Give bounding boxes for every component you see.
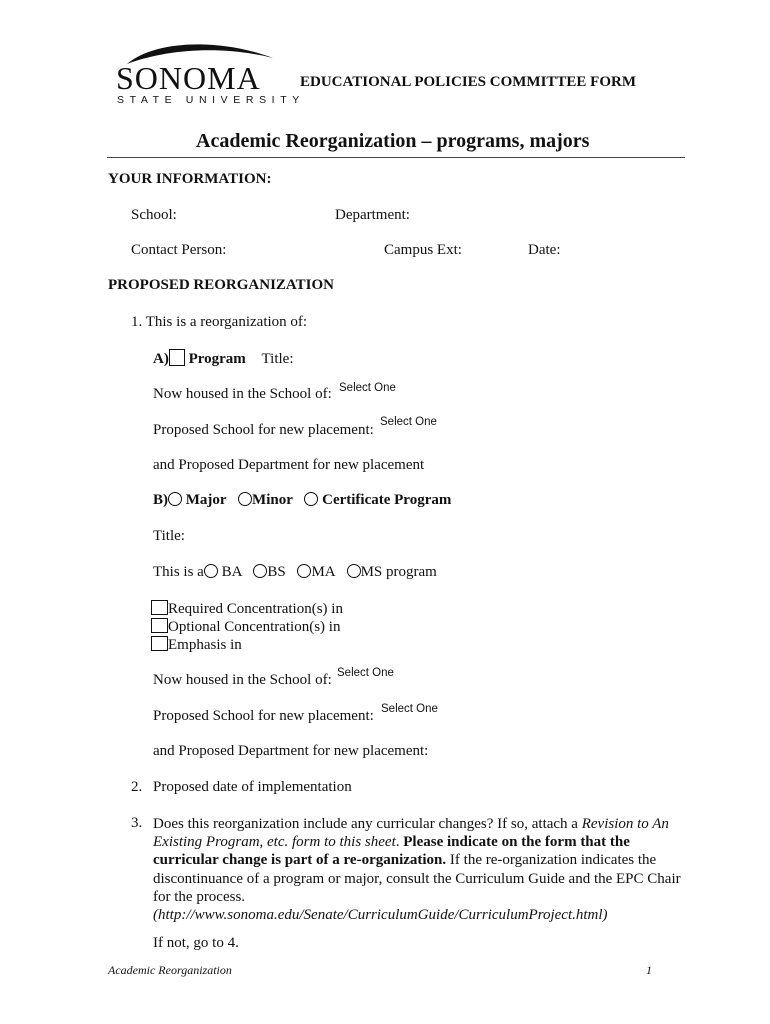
- emphasis-checkbox[interactable]: [151, 636, 168, 651]
- proposed-school-b-label: Proposed School for new placement:: [153, 708, 374, 724]
- program-title-field[interactable]: Title:: [261, 351, 294, 367]
- your-info-heading: YOUR INFORMATION:: [108, 171, 272, 187]
- proposed-school-b-select[interactable]: Select One: [381, 703, 438, 715]
- curriculum-guide-link[interactable]: (http://www.sonoma.edu/Senate/CurriculumGuide/CurriculumProject.html): [153, 907, 608, 924]
- certificate-label: Certificate Program: [322, 492, 452, 508]
- if-not-text: If not, go to 4.: [153, 935, 239, 951]
- option-b-label: B): [153, 492, 168, 508]
- required-concentration-checkbox[interactable]: [151, 600, 168, 615]
- optional-concentration-row: [151, 618, 340, 636]
- item3-number: 3.: [131, 815, 143, 831]
- certificate-radio[interactable]: [304, 492, 318, 506]
- now-housed-a-label: Now housed in the School of:: [153, 386, 332, 402]
- item3-text-3: If the re-organization indicates the discontinuance of a program or major, consult the Curriculum Guide and the EPC Chair for the process.: [153, 852, 681, 905]
- implementation-date-field[interactable]: Proposed date of implementation: [153, 779, 352, 795]
- item3-form-reference: Revision to An Existing Program, etc. form to this sheet: [153, 816, 669, 851]
- required-concentration-label: Required Concentration(s) in: [168, 601, 343, 617]
- logo-subtitle: STATE UNIVERSITY: [117, 94, 305, 106]
- proposed-heading: PROPOSED REORGANIZATION: [108, 277, 334, 293]
- footer-label: Academic Reorganization: [108, 963, 232, 977]
- emphasis-row: [151, 636, 242, 654]
- option-a-label: A): [153, 351, 169, 367]
- minor-label: Minor: [252, 492, 293, 508]
- emphasis-label: Emphasis in: [168, 637, 242, 653]
- option-b-row: [153, 492, 451, 509]
- item1-text: 1. This is a reorganization of:: [131, 314, 308, 330]
- now-housed-a-select[interactable]: Select One: [339, 382, 396, 394]
- proposed-dept-b-field[interactable]: and Proposed Department for new placement:: [153, 743, 429, 759]
- now-housed-b-select[interactable]: Select One: [337, 667, 394, 679]
- major-radio[interactable]: [168, 492, 182, 506]
- program-label: Program: [188, 351, 246, 367]
- date-field[interactable]: Date:: [528, 242, 561, 258]
- ms-label: MS program: [360, 564, 437, 580]
- school-field[interactable]: School:: [131, 207, 177, 223]
- proposed-school-a-label: Proposed School for new placement:: [153, 422, 374, 438]
- campus-ext-field[interactable]: Campus Ext:: [384, 242, 462, 258]
- required-concentration-row: [151, 600, 343, 618]
- bs-radio[interactable]: [253, 564, 267, 578]
- ms-radio[interactable]: [347, 564, 361, 578]
- page-title: Academic Reorganization – programs, majors: [196, 130, 590, 152]
- major-label: Major: [185, 492, 227, 508]
- title-divider: [107, 157, 685, 158]
- major-title-field[interactable]: Title:: [153, 528, 185, 544]
- optional-concentration-checkbox[interactable]: [151, 618, 168, 633]
- page-number: 1: [646, 963, 652, 977]
- item3-text-1: Does this reorganization include any curricular changes? If so, attach a: [153, 816, 582, 832]
- item3-paragraph: [153, 815, 683, 924]
- now-housed-b-label: Now housed in the School of:: [153, 672, 332, 688]
- item2-number: 2.: [131, 779, 143, 795]
- department-field[interactable]: Department:: [335, 207, 410, 223]
- bs-label: BS: [267, 564, 286, 580]
- proposed-school-a-select[interactable]: Select One: [380, 416, 437, 428]
- item3-text-2: .: [395, 834, 404, 851]
- ma-label: MA: [311, 564, 335, 580]
- proposed-dept-a-field[interactable]: and Proposed Department for new placement: [153, 457, 425, 473]
- minor-radio[interactable]: [238, 492, 252, 506]
- contact-person-field[interactable]: Contact Person:: [131, 242, 227, 258]
- item3-instruction: Please indicate on the form that the curricular change is part of a re-organization.: [153, 834, 630, 869]
- option-a-row: [153, 349, 294, 368]
- this-is-a-label: This is a: [153, 564, 204, 580]
- form-title: EDUCATIONAL POLICIES COMMITTEE FORM: [300, 74, 637, 90]
- ma-radio[interactable]: [297, 564, 311, 578]
- ba-label: BA: [221, 564, 242, 580]
- ba-radio[interactable]: [204, 564, 218, 578]
- optional-concentration-label: Optional Concentration(s) in: [168, 619, 341, 635]
- logo-name: SONOMA: [116, 60, 261, 96]
- program-checkbox[interactable]: [169, 349, 185, 366]
- degree-type-row: [153, 564, 437, 581]
